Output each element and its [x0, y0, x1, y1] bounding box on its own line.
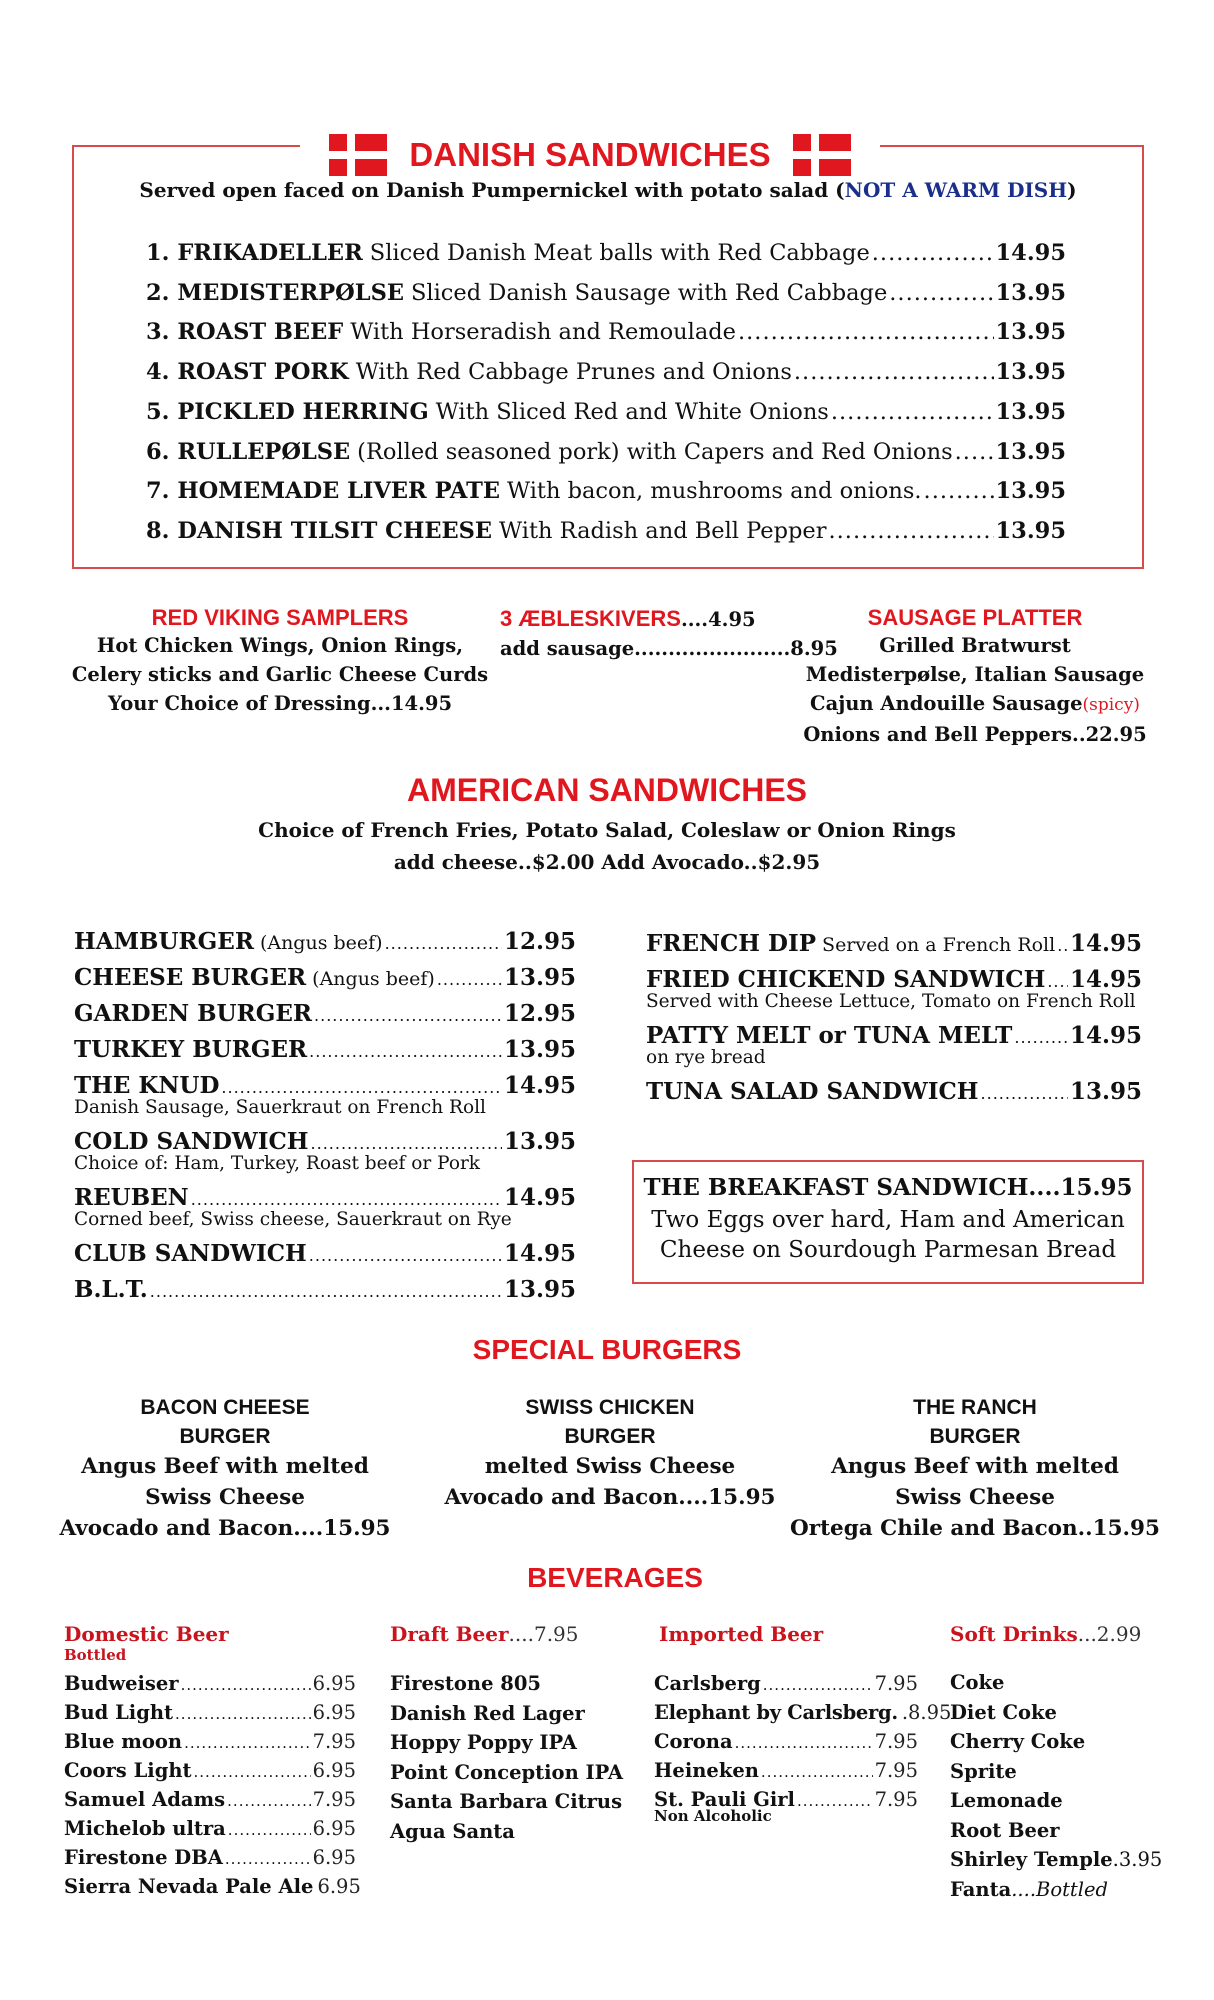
beer-name: Budweiser — [64, 1672, 179, 1695]
sausage-platter-line: Medisterpølse, Italian Sausage — [805, 663, 1145, 686]
beer-name: Coors Light — [64, 1759, 192, 1782]
soft-drink-item: Root Beer — [950, 1818, 1060, 1842]
draft-beer-head: Draft Beer — [390, 1622, 509, 1646]
american-item-name: FRENCH DIP — [646, 930, 817, 957]
danish-item-desc: Sliced Danish Sausage with Red Cabbage — [411, 279, 888, 306]
danish-item — [146, 359, 1066, 385]
soft-drink-item: Coke — [950, 1671, 1005, 1694]
beer-price: 7.95 — [874, 1672, 918, 1695]
draft-beer-item: Firestone 805 — [390, 1672, 542, 1695]
dot-leader — [194, 1763, 311, 1781]
domestic-beer-sub: Bottled — [64, 1646, 127, 1664]
dot-leader — [872, 240, 994, 266]
danish-item-price: 13.95 — [995, 517, 1066, 544]
american-item — [646, 930, 1142, 957]
dot-leader — [889, 280, 993, 306]
domestic-beer-block — [64, 1622, 364, 1904]
beer-price: 7.95 — [874, 1759, 918, 1782]
imported-beer-head: Imported Beer — [659, 1622, 824, 1646]
american-item-name: HAMBURGER — [74, 928, 254, 955]
american-item — [646, 1078, 1142, 1105]
beer-name: Bud Light — [64, 1701, 174, 1724]
dot-leader — [1014, 1028, 1068, 1047]
soft-drink-item: Diet Coke — [950, 1700, 1057, 1724]
american-item-name: GARDEN BURGER — [74, 1000, 313, 1027]
danish-title-bar — [300, 130, 880, 180]
soft-drink-item: Cherry Coke — [950, 1730, 1086, 1753]
beer-price: 6.95 — [312, 1672, 356, 1695]
american-item-price: 12.95 — [503, 928, 576, 955]
imported-beer-item — [654, 1759, 918, 1788]
soft-drink-item: Lemonade — [950, 1789, 1063, 1812]
danish-item — [146, 319, 1066, 345]
dot-leader — [794, 359, 994, 385]
danish-item — [146, 478, 1066, 504]
dot-leader — [981, 1084, 1068, 1103]
samplers-line: Celery sticks and Garlic Cheese Curds — [71, 663, 489, 686]
american-item-name: CHEESE BURGER — [74, 964, 307, 991]
dot-leader — [175, 1705, 311, 1723]
danish-section-box — [72, 145, 1144, 569]
danish-item-name: 3. ROAST BEEF — [146, 319, 344, 346]
beer-price: 6.95 — [317, 1875, 361, 1898]
american-item-price: 14.95 — [1069, 1022, 1142, 1049]
burger-name: THE RANCH — [913, 1396, 1037, 1419]
american-item — [646, 1022, 1142, 1067]
american-item-name: THE KNUD — [74, 1072, 220, 1099]
american-item-price: 13.95 — [503, 1036, 576, 1063]
dot-leader — [763, 1676, 873, 1694]
danish-item-name: 5. PICKLED HERRING — [146, 398, 429, 425]
draft-beer-price: ....7.95 — [508, 1622, 579, 1646]
dot-leader — [221, 1078, 502, 1097]
domestic-beer-item — [64, 1846, 356, 1875]
american-item-price: 14.95 — [503, 1072, 576, 1099]
dot-leader — [735, 1734, 873, 1752]
dot-leader — [955, 439, 994, 465]
beer-price: 6.95 — [312, 1817, 356, 1840]
domestic-beer-list — [64, 1672, 361, 1904]
danish-item-price: 14.95 — [995, 240, 1066, 266]
american-item-desc: Choice of: Ham, Turkey, Roast beef or Pork — [74, 1153, 481, 1174]
samplers-block — [70, 605, 490, 718]
danish-item-desc: With Radish and Bell Pepper — [499, 517, 827, 544]
american-item-name: TUNA SALAD SANDWICH — [646, 1078, 979, 1105]
aebleskivers-price: 4.95 — [708, 608, 756, 631]
danish-item-desc: With bacon, mushrooms and onions. — [506, 478, 922, 505]
sausage-platter-title: SAUSAGE PLATTER — [867, 605, 1083, 630]
dot-leader — [150, 1282, 502, 1301]
dot-leader — [227, 1792, 310, 1810]
beverages-title: BEVERAGES — [527, 1562, 703, 1593]
american-item — [74, 1072, 576, 1117]
dot-leader — [228, 1821, 311, 1839]
american-item — [74, 928, 576, 955]
danish-item-desc: (Rolled seasoned pork) with Capers and Red Onions — [357, 438, 953, 465]
beer-price: 7.95 — [312, 1788, 356, 1811]
dot-leader — [181, 1676, 311, 1694]
domestic-beer-item — [64, 1672, 356, 1701]
dot-leader — [797, 1792, 873, 1810]
aebleskivers-add-label: add sausage — [500, 637, 635, 660]
american-item-price: 13.95 — [503, 1128, 576, 1155]
danish-item-desc: With Sliced Red and White Onions — [435, 398, 829, 425]
danish-item-name: 1. FRIKADELLER — [146, 240, 363, 266]
american-item-desc: Corned beef, Swiss cheese, Sauerkraut on Rye — [74, 1209, 512, 1230]
domestic-beer-item — [64, 1759, 356, 1788]
samplers-title: RED VIKING SAMPLERS — [151, 605, 409, 630]
american-item-name: B.L.T. — [74, 1276, 148, 1303]
danish-subtitle: Served open faced on Danish Pumpernickel with potato salad (NOT A WARM DISH) — [139, 178, 1077, 202]
sausage-platter-block — [790, 605, 1160, 749]
draft-beer-item: Danish Red Lager — [390, 1701, 585, 1725]
american-item-qualifier: (Angus beef) — [312, 968, 435, 990]
burger-name: SWISS CHICKEN — [525, 1396, 695, 1419]
dot-leader — [761, 1763, 873, 1781]
soft-drinks-price: ...2.99 — [1077, 1622, 1142, 1646]
beer-name: St. Pauli Girl — [654, 1788, 795, 1811]
special-burger-ranch — [790, 1393, 1160, 1544]
dot-leader — [191, 1190, 502, 1209]
american-subtitle: Choice of French Fries, Potato Salad, Coleslaw or Onion Rings — [258, 818, 956, 842]
samplers-line: Your Choice of Dressing...14.95 — [107, 692, 453, 715]
beer-name: Blue moon — [64, 1730, 183, 1753]
danish-item-name: 6. RULLEPØLSE — [146, 438, 351, 465]
american-item — [74, 1240, 576, 1267]
aebleskivers-block: 3 ÆBLESKIVERS....4.95 add sausage.......................8.95 — [500, 606, 838, 660]
american-item-desc: on rye bread — [646, 1047, 766, 1068]
beer-name: Heineken — [654, 1759, 759, 1782]
domestic-beer-item — [64, 1701, 356, 1730]
danish-item-price: 13.95 — [995, 279, 1066, 306]
american-item — [646, 966, 1142, 1011]
draft-beer-item: Agua Santa — [390, 1819, 515, 1843]
burger-desc: Swiss Cheese — [145, 1485, 305, 1510]
american-item-price: 12.95 — [503, 1000, 576, 1027]
beer-price: 6.95 — [312, 1701, 356, 1724]
soft-drink-item: Sprite — [950, 1759, 1017, 1783]
burger-desc: Ortega Chile and Bacon..15.95 — [790, 1516, 1160, 1541]
danish-item-price: 13.95 — [995, 478, 1066, 505]
danish-item-desc: With Red Cabbage Prunes and Onions — [355, 359, 792, 386]
american-item-price: 14.95 — [1069, 930, 1142, 957]
burger-desc: Angus Beef with melted — [831, 1454, 1119, 1479]
domestic-beer-item — [64, 1817, 356, 1846]
breakfast-line: Two Eggs over hard, Ham and American — [651, 1207, 1125, 1233]
beer-price: 6.95 — [312, 1846, 356, 1869]
beer-name: Corona — [654, 1730, 733, 1753]
domestic-beer-item — [64, 1788, 356, 1817]
american-item — [74, 1128, 576, 1173]
burger-name: BURGER — [929, 1425, 1021, 1448]
special-burger-bacon-cheese — [50, 1393, 400, 1544]
danish-title: DANISH SANDWICHES — [409, 136, 771, 173]
beer-price: 6.95 — [312, 1759, 356, 1782]
soft-drink-item: Shirley Temple.3.95 — [950, 1848, 1163, 1871]
dot-leader — [831, 399, 994, 425]
imported-beer-block — [654, 1622, 952, 1825]
breakfast-title: THE BREAKFAST SANDWICH....15.95 — [643, 1174, 1133, 1201]
danish-item-name: 7. HOMEMADE LIVER PATE — [146, 478, 500, 505]
beer-price: 7.95 — [312, 1730, 356, 1753]
danish-item-price: 13.95 — [995, 398, 1066, 425]
dot-leader — [1057, 936, 1068, 955]
aebleskivers-title: 3 ÆBLESKIVERS — [500, 606, 681, 631]
american-item — [74, 1000, 576, 1027]
burger-desc: Angus Beef with melted — [81, 1454, 369, 1479]
dot-leader — [1047, 972, 1068, 991]
danish-item-desc: Sliced Danish Meat balls with Red Cabbage — [369, 240, 870, 266]
special-burger-swiss-chicken — [430, 1393, 790, 1513]
sausage-platter-line: Onions and Bell Peppers..22.95 — [803, 723, 1147, 746]
american-title: AMERICAN SANDWICHES — [407, 772, 807, 808]
danish-item — [146, 280, 1066, 306]
draft-beer-block — [390, 1622, 650, 1849]
imported-beer-list — [654, 1672, 952, 1825]
special-burgers-title: SPECIAL BURGERS — [472, 1334, 742, 1365]
american-item-price: 13.95 — [1069, 1078, 1142, 1105]
aebleskivers-add-price: 8.95 — [790, 637, 838, 660]
beer-name: Carlsberg — [654, 1672, 761, 1695]
danish-subtitle-note: NOT A WARM DISH — [844, 178, 1068, 202]
beer-price: 7.95 — [874, 1730, 918, 1753]
american-item — [74, 1036, 576, 1063]
imported-beer-item — [654, 1701, 952, 1730]
beer-price: 7.95 — [874, 1788, 918, 1811]
danish-flag-icon — [793, 134, 851, 176]
danish-item-price: 13.95 — [995, 359, 1066, 386]
dot-leader — [309, 1246, 502, 1265]
beer-name: Michelob ultra — [64, 1817, 226, 1840]
beer-name: Sierra Nevada Pale Ale — [64, 1875, 314, 1898]
american-item-qualifier: Served on a French Roll — [822, 934, 1056, 956]
american-item-name: CLUB SANDWICH — [74, 1240, 307, 1267]
american-item-desc: Served with Cheese Lettuce, Tomato on French Roll — [646, 991, 1136, 1012]
danish-item-price: 13.95 — [995, 319, 1066, 346]
draft-beer-item: Hoppy Poppy IPA — [390, 1731, 577, 1754]
draft-beer-item: Point Conception IPA — [390, 1760, 624, 1784]
burger-desc: melted Swiss Cheese — [484, 1454, 736, 1479]
american-item — [74, 1276, 576, 1303]
danish-flag-icon — [329, 134, 387, 176]
sausage-platter-line: Grilled Bratwurst — [879, 634, 1071, 657]
dot-leader — [184, 1734, 310, 1752]
dot-leader — [385, 934, 502, 953]
american-item-name: REUBEN — [74, 1184, 189, 1211]
breakfast-sandwich-box — [632, 1160, 1144, 1284]
domestic-beer-item — [64, 1730, 356, 1759]
danish-item-desc: With Horseradish and Remoulade — [350, 319, 736, 346]
american-item-price: 14.95 — [503, 1240, 576, 1267]
domestic-beer-item — [64, 1875, 361, 1904]
spicy-note: (spicy) — [1082, 695, 1140, 715]
burger-name: BURGER — [564, 1425, 656, 1448]
beer-name: Elephant by Carlsberg. — [654, 1701, 898, 1724]
american-item-qualifier: (Angus beef) — [259, 932, 383, 954]
american-item-name: TURKEY BURGER — [74, 1036, 308, 1063]
beer-price: .8.95 — [901, 1701, 952, 1724]
draft-beer-list — [390, 1672, 650, 1849]
breakfast-line: Cheese on Sourdough Parmesan Bread — [659, 1237, 1117, 1263]
burger-desc: Swiss Cheese — [895, 1485, 1055, 1510]
danish-item — [146, 439, 1066, 465]
dot-leader — [314, 1006, 502, 1025]
soft-drinks-block — [950, 1622, 1190, 1907]
american-item — [74, 964, 576, 991]
beer-name: Firestone DBA — [64, 1846, 223, 1869]
imported-beer-item — [654, 1672, 918, 1701]
danish-item — [146, 399, 1066, 425]
soft-drink-item: Fanta....Bottled — [950, 1877, 1109, 1901]
danish-item — [146, 518, 1066, 544]
burger-desc: Avocado and Bacon....15.95 — [59, 1516, 391, 1541]
sausage-platter-line: Cajun Andouille Sausage(spicy) — [810, 692, 1140, 715]
dot-leader — [828, 518, 993, 544]
imported-beer-item — [654, 1730, 918, 1759]
burger-desc: Avocado and Bacon....15.95 — [444, 1485, 776, 1510]
american-item-name: COLD SANDWICH — [74, 1128, 309, 1155]
american-item-name: PATTY MELT or TUNA MELT — [646, 1022, 1013, 1049]
dot-leader — [738, 319, 994, 345]
dot-leader — [311, 1134, 502, 1153]
american-item-price: 14.95 — [503, 1184, 576, 1211]
danish-item — [146, 240, 1066, 266]
samplers-line: Hot Chicken Wings, Onion Rings, — [96, 634, 464, 657]
non-alcoholic-note: Non Alcoholic — [654, 1807, 772, 1825]
dot-leader — [437, 970, 502, 989]
american-item-desc: Danish Sausage, Sauerkraut on French Roll — [74, 1097, 486, 1118]
american-item-price: 13.95 — [503, 964, 576, 991]
draft-beer-item: Santa Barbara Citrus — [390, 1790, 623, 1813]
soft-drinks-head: Soft Drinks — [950, 1622, 1078, 1646]
danish-item-name: 4. ROAST PORK — [146, 359, 349, 386]
danish-item-name: 8. DANISH TILSIT CHEESE — [146, 517, 493, 544]
american-item-name: FRIED CHICKEND SANDWICH — [646, 966, 1046, 993]
soft-drinks-list — [950, 1671, 1190, 1848]
dot-leader — [225, 1850, 311, 1868]
burger-name: BURGER — [179, 1425, 271, 1448]
domestic-beer-head: Domestic Beer — [64, 1622, 229, 1646]
dot-leader — [924, 478, 994, 504]
danish-item-name: 2. MEDISTERPØLSE — [146, 279, 404, 306]
american-addons: add cheese..$2.00 Add Avocado..$2.95 — [393, 850, 821, 874]
beer-name: Samuel Adams — [64, 1788, 226, 1811]
burger-name: BACON CHEESE — [140, 1396, 310, 1419]
danish-item-price: 13.95 — [995, 438, 1066, 465]
american-item-price: 14.95 — [1069, 966, 1142, 993]
dot-leader — [309, 1042, 502, 1061]
american-item — [74, 1184, 576, 1229]
american-item-price: 13.95 — [503, 1276, 576, 1303]
